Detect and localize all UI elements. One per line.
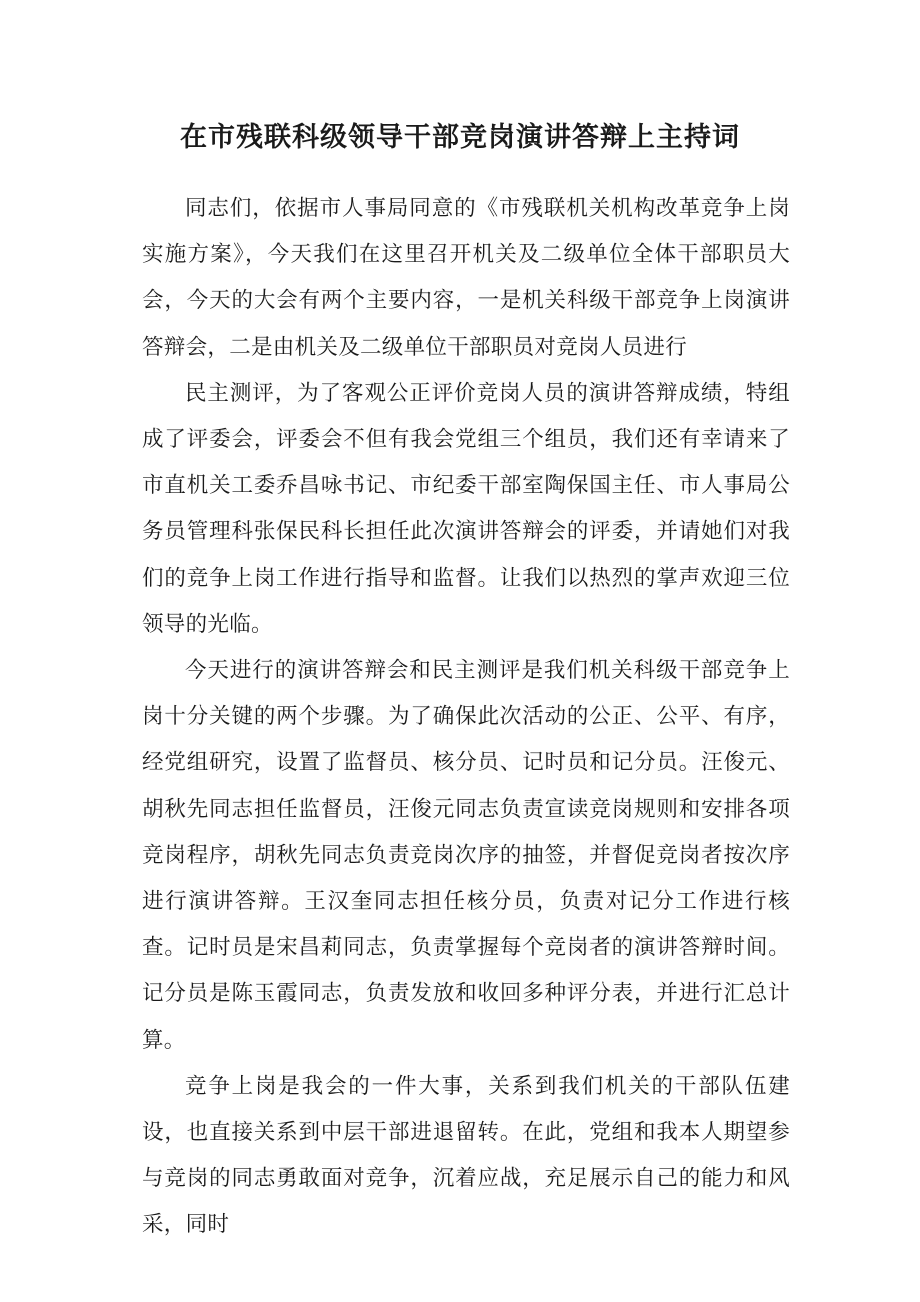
paragraph-2: 民主测评，为了客观公正评价竞岗人员的演讲答辩成绩，特组成了评委会，评委会不但有我会党组三个组员，我们还有幸请来了市直机关工委乔昌咏书记、市纪委干部室陶保国主任、市人事局公务员管理科张保民科长担任此次演讲答辩会的评委，并请她们对我们的竞争上岗工作进行指导和监督。让我们以热烈的掌声欢迎三位领导的光临。: [142, 380, 790, 637]
paragraph-3: 今天进行的演讲答辩会和民主测评是我们机关科级干部竞争上岗十分关键的两个步骤。为了确保此次活动的公正、公平、有序，经党组研究，设置了监督员、核分员、记时员和记分员。汪俊元、胡秋先同志担任监督员，汪俊元同志负责宣读竞岗规则和安排各项竞岗程序，胡秋先同志负责竞岗次序的抽签，并督促竞岗者按次序进行演讲答辩。王汉奎同志担任核分员，负责对记分工作进行核查。记时员是宋昌莉同志，负责掌握每个竞岗者的演讲答辩时间。记分员是陈玉霞同志，负责发放和收回多种评分表，并进行汇总计算。: [142, 658, 790, 1053]
paragraph-1: 同志们，依据市人事局同意的《市残联机关机构改革竞争上岗实施方案》，今天我们在这里召开机关及二级单位全体干部职员大会，今天的大会有两个主要内容，一是机关科级干部竞争上岗演讲答辩会，二是由机关及二级单位干部职员对竞岗人员进行: [142, 196, 790, 360]
paragraph-4: 竞争上岗是我会的一件大事，关系到我们机关的干部队伍建设，也直接关系到中层干部进退留转。在此，党组和我本人期望参与竞岗的同志勇敢面对竞争，沉着应战，充足展示自己的能力和风采，同时: [142, 1073, 790, 1238]
document-title: 在市残联科级领导干部竞岗演讲答辩上主持词: [180, 122, 740, 153]
document-body: [142, 186, 790, 1249]
